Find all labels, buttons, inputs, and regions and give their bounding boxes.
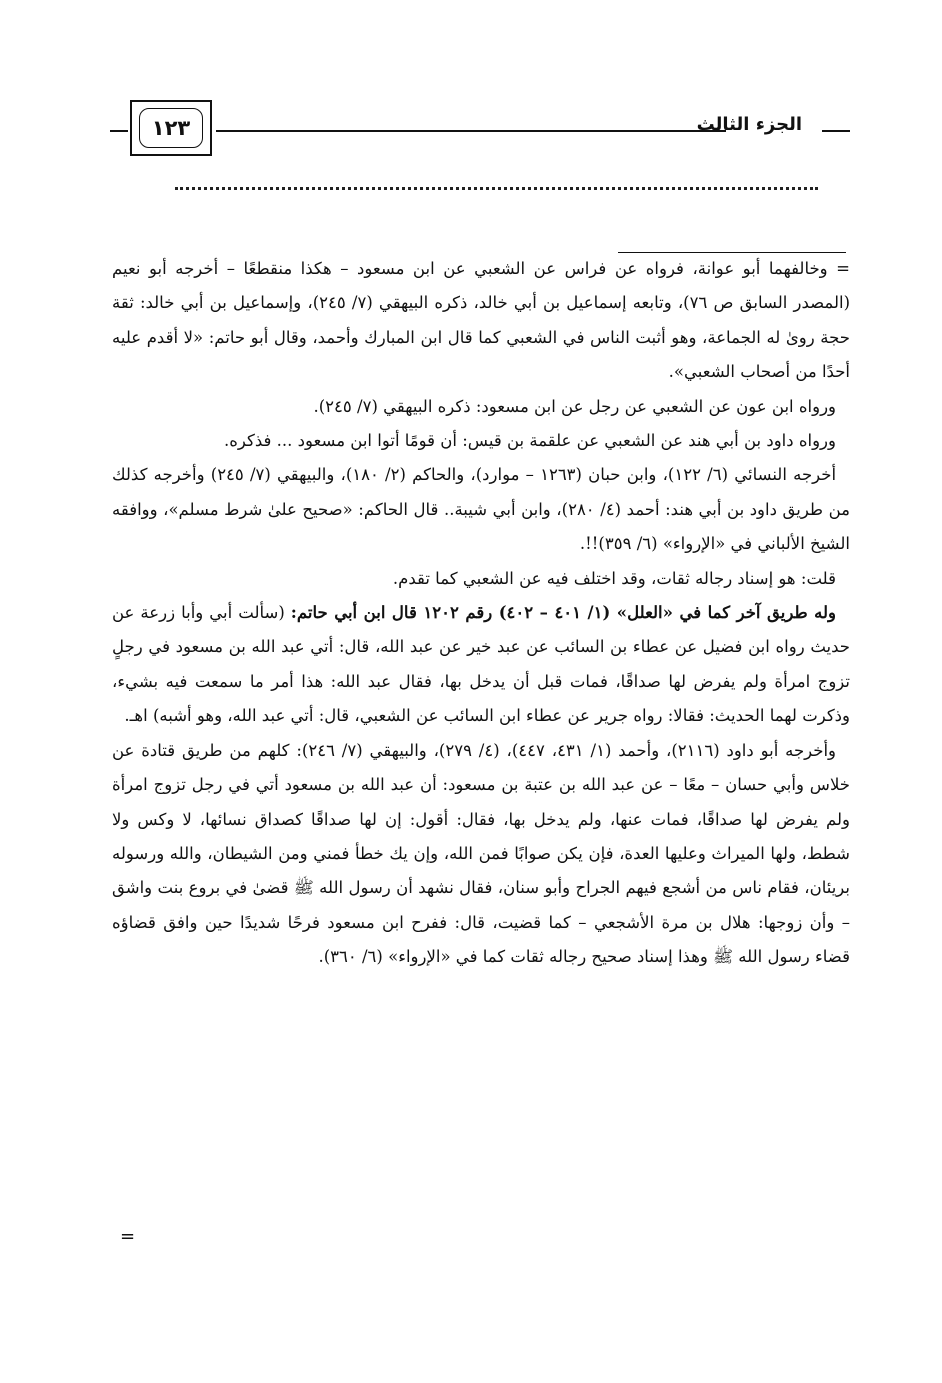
page-header [110,100,850,160]
paragraph-6 [112,596,850,734]
paragraph-1: = وخالفهما أبو عوانة، فرواه عن فراس عن الشعبي عن ابن مسعود – هكذا منقطعًا – أخرجه أبو نعيم (المصدر السابق ص ٧٦)، وتابعه إسماعيل بن أبي خالد، ذكره البيهقي (٧/ ٢٤٥)، وإسماعيل بن أبي خالد: ثقة حجة روىٰ له الجماعة، وهو أثبت الناس في الشعبي كما قال ابن المبارك وأحمد، وقال أبو حاتم: «لا أقدم عليه أحدًا من أصحاب الشعبي». [112,259,851,382]
paragraph-7: وأخرجه أبو داود (٢١١٦)، وأحمد (١/ ٤٣١، ٤٤٧)، (٤/ ٢٧٩)، والبيهقي (٧/ ٢٤٦): كلهم من طريق قتادة عن خلاس وأبي حسان – معًا – عن عبد الله بن عتبة بن مسعود: أن عبد الله بن مسعود أتي في رجل تزوج امرأة ولم يفرض لها صداقًا، فمات عنها، ولم يدخل بها، فقال: أقول: إن لها صداقًا كصداق نسائها، لا وكس ولا شطط، ولها الميراث وعليها العدة، فإن يكن صوابًا فمن الله، وإن يك خطأ فمني ومن الشيطان، والله ورسوله بريئان، فقام ناس من أشجع فيهم الجراح وأبو سنان، فقال نشهد أن رسول الله ﷺ قضىٰ في بروع بنت واشق – وأن زوجها: هلال بن مرة الأشجعي – كما قضيت، قال: ففرح ابن مسعود فرحًا شديدًا حين وافق قضاؤه قضاء رسول الله ﷺ وهذا إسناد صحيح رجاله ثقات كما في «الإرواء» (٦/ ٣٦٠). [112,740,850,967]
header-rule-right [822,130,850,132]
continuation-mark: = [120,1226,136,1247]
header-rule-middle [216,130,726,132]
page-number-frame [130,100,212,156]
paragraph-2: ورواه ابن عون عن الشعبي عن رجل عن ابن مسعود: ذكره البيهقي (٧/ ٢٤٥). [313,396,836,416]
paragraph-5: قلت: هو إسناد رجاله ثقات، وقد اختلف فيه عن الشعبي كما تقدم. [392,568,836,588]
dotted-separator [175,187,818,190]
footnote-text [112,252,850,975]
running-title: الجزء الثالث [696,114,802,135]
paragraph-4: أخرجه النسائي (٦/ ١٢٢)، وابن حبان (١٢٦٣ – موارد)، والحاكم (٢/ ١٨٠)، والبيهقي (٧/ ٢٤٥) وأخرجه كذلك من طريق داود بن أبي هند: أحمد (٤/ ٢٨٠)، وابن أبي شيبة.. قال الحاكم: «صحيح علىٰ شرط مسلم»، ووافقه الشيخ الألباني في «الإرواء» (٦/ ٣٥٩)!!. [112,465,850,554]
page-number: ١٢٣ [139,108,203,148]
bold-intro-rest: (سألت أبي وأبا زرعة عن حديث رواه ابن فضيل عن عطاء بن السائب عن عبد خير عن عبد الله، قال: أتي عبد الله بن مسعود في رجلٍ تزوج امرأة ولم يفرض لها صداقًا، فمات قبل أن يدخل بها، فقال عبد الله: هذا أمر ما سمعت فيه بشيء، وذكرت لهما الحديث: فقالا: رواه جرير عن عطاء ابن السائب عن الشعبي، قال: أتي عبد الله، وهو أشبه) اهـ. [112,603,850,726]
header-rule-left [110,130,128,132]
bold-intro: وله طريق آخر كما في «العلل» (١/ ٤٠١ – ٤٠٢) رقم ١٢٠٢ قال ابن أبي حاتم: [290,603,836,623]
paragraph-3: ورواه داود بن أبي هند عن الشعبي عن علقمة بن قيس: أن قومًا أتوا ابن مسعود ... فذكره. [224,431,836,451]
